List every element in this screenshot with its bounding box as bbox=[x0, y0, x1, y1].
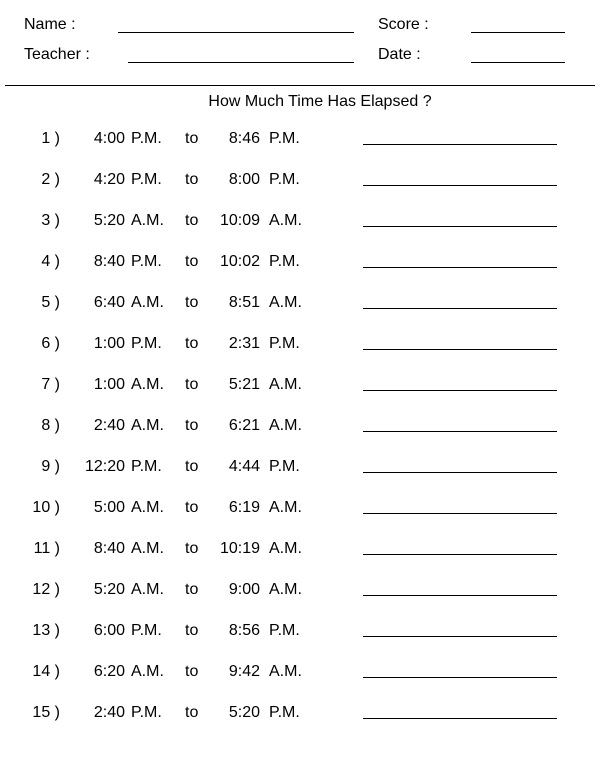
name-field[interactable] bbox=[118, 32, 354, 33]
start-time: 2:40 bbox=[93, 704, 125, 721]
to-word: to bbox=[185, 417, 199, 434]
answer-line[interactable] bbox=[363, 431, 557, 432]
start-am-pm: A.M. bbox=[131, 376, 164, 393]
problem-number: 3 ) bbox=[41, 212, 60, 229]
problem-row bbox=[0, 125, 600, 153]
to-word: to bbox=[185, 130, 199, 147]
start-am-pm: A.M. bbox=[131, 499, 164, 516]
problem-number: 4 ) bbox=[41, 253, 60, 270]
end-am-pm: A.M. bbox=[269, 581, 302, 598]
answer-line[interactable] bbox=[363, 472, 557, 473]
start-time: 8:40 bbox=[93, 540, 125, 557]
problem-row bbox=[0, 576, 600, 604]
start-time: 6:20 bbox=[93, 663, 125, 680]
start-am-pm: A.M. bbox=[131, 581, 164, 598]
score-label: Score : bbox=[378, 16, 429, 33]
answer-line[interactable] bbox=[363, 513, 557, 514]
problem-row bbox=[0, 289, 600, 317]
start-am-pm: P.M. bbox=[131, 335, 162, 352]
teacher-label: Teacher : bbox=[24, 46, 90, 63]
to-word: to bbox=[185, 458, 199, 475]
end-time: 2:31 bbox=[228, 335, 260, 352]
end-time: 6:19 bbox=[228, 499, 260, 516]
problem-number: 5 ) bbox=[41, 294, 60, 311]
problem-number: 9 ) bbox=[41, 458, 60, 475]
to-word: to bbox=[185, 376, 199, 393]
answer-line[interactable] bbox=[363, 595, 557, 596]
end-am-pm: A.M. bbox=[269, 663, 302, 680]
end-time: 9:42 bbox=[228, 663, 260, 680]
problem-row bbox=[0, 658, 600, 686]
to-word: to bbox=[185, 171, 199, 188]
end-time: 8:00 bbox=[228, 171, 260, 188]
problem-number: 12 ) bbox=[32, 581, 60, 598]
end-am-pm: P.M. bbox=[269, 130, 300, 147]
to-word: to bbox=[185, 499, 199, 516]
problem-row bbox=[0, 412, 600, 440]
end-time: 8:46 bbox=[228, 130, 260, 147]
worksheet-title: How Much Time Has Elapsed ? bbox=[208, 93, 432, 110]
end-am-pm: P.M. bbox=[269, 704, 300, 721]
end-time: 5:20 bbox=[228, 704, 260, 721]
answer-line[interactable] bbox=[363, 718, 557, 719]
problem-number: 6 ) bbox=[41, 335, 60, 352]
start-am-pm: A.M. bbox=[131, 212, 164, 229]
end-am-pm: P.M. bbox=[269, 335, 300, 352]
to-word: to bbox=[185, 581, 199, 598]
end-time: 10:02 bbox=[219, 253, 260, 270]
problem-row bbox=[0, 617, 600, 645]
start-am-pm: P.M. bbox=[131, 704, 162, 721]
problem-number: 1 ) bbox=[41, 130, 60, 147]
start-am-pm: P.M. bbox=[131, 130, 162, 147]
answer-line[interactable] bbox=[363, 308, 557, 309]
end-am-pm: A.M. bbox=[269, 294, 302, 311]
start-time: 5:20 bbox=[93, 581, 125, 598]
answer-line[interactable] bbox=[363, 390, 557, 391]
problem-number: 14 ) bbox=[32, 663, 60, 680]
start-time: 5:00 bbox=[93, 499, 125, 516]
to-word: to bbox=[185, 253, 199, 270]
start-am-pm: A.M. bbox=[131, 540, 164, 557]
start-am-pm: P.M. bbox=[131, 458, 162, 475]
to-word: to bbox=[185, 540, 199, 557]
teacher-field[interactable] bbox=[128, 62, 354, 63]
start-time: 4:00 bbox=[93, 130, 125, 147]
answer-line[interactable] bbox=[363, 636, 557, 637]
end-time: 10:09 bbox=[219, 212, 260, 229]
problem-row bbox=[0, 535, 600, 563]
answer-line[interactable] bbox=[363, 185, 557, 186]
date-field[interactable] bbox=[471, 62, 565, 63]
answer-line[interactable] bbox=[363, 267, 557, 268]
problem-number: 2 ) bbox=[41, 171, 60, 188]
problem-row bbox=[0, 248, 600, 276]
end-am-pm: P.M. bbox=[269, 253, 300, 270]
start-am-pm: A.M. bbox=[131, 663, 164, 680]
to-word: to bbox=[185, 663, 199, 680]
end-time: 4:44 bbox=[228, 458, 260, 475]
problem-row bbox=[0, 330, 600, 358]
to-word: to bbox=[185, 212, 199, 229]
start-time: 1:00 bbox=[93, 335, 125, 352]
problem-number: 10 ) bbox=[32, 499, 60, 516]
end-time: 10:19 bbox=[219, 540, 260, 557]
start-time: 2:40 bbox=[93, 417, 125, 434]
end-time: 8:56 bbox=[228, 622, 260, 639]
answer-line[interactable] bbox=[363, 144, 557, 145]
end-am-pm: A.M. bbox=[269, 376, 302, 393]
answer-line[interactable] bbox=[363, 554, 557, 555]
end-time: 6:21 bbox=[228, 417, 260, 434]
date-label: Date : bbox=[378, 46, 421, 63]
to-word: to bbox=[185, 294, 199, 311]
problem-number: 15 ) bbox=[32, 704, 60, 721]
problem-number: 7 ) bbox=[41, 376, 60, 393]
end-am-pm: P.M. bbox=[269, 622, 300, 639]
start-time: 1:00 bbox=[93, 376, 125, 393]
problem-row bbox=[0, 166, 600, 194]
end-time: 8:51 bbox=[228, 294, 260, 311]
answer-line[interactable] bbox=[363, 349, 557, 350]
end-am-pm: A.M. bbox=[269, 212, 302, 229]
end-am-pm: A.M. bbox=[269, 540, 302, 557]
answer-line[interactable] bbox=[363, 226, 557, 227]
to-word: to bbox=[185, 622, 199, 639]
start-time: 12:20 bbox=[84, 458, 125, 475]
end-am-pm: P.M. bbox=[269, 458, 300, 475]
problem-number: 8 ) bbox=[41, 417, 60, 434]
end-time: 9:00 bbox=[228, 581, 260, 598]
start-am-pm: P.M. bbox=[131, 253, 162, 270]
score-field[interactable] bbox=[471, 32, 565, 33]
start-am-pm: P.M. bbox=[131, 171, 162, 188]
problem-row bbox=[0, 207, 600, 235]
end-am-pm: A.M. bbox=[269, 499, 302, 516]
problem-row bbox=[0, 699, 600, 727]
problem-row bbox=[0, 453, 600, 481]
start-time: 6:00 bbox=[93, 622, 125, 639]
problem-row bbox=[0, 494, 600, 522]
start-time: 5:20 bbox=[93, 212, 125, 229]
start-time: 8:40 bbox=[93, 253, 125, 270]
start-am-pm: P.M. bbox=[131, 622, 162, 639]
to-word: to bbox=[185, 704, 199, 721]
start-time: 4:20 bbox=[93, 171, 125, 188]
start-time: 6:40 bbox=[93, 294, 125, 311]
problem-number: 13 ) bbox=[32, 622, 60, 639]
problem-number: 11 ) bbox=[33, 540, 60, 557]
start-am-pm: A.M. bbox=[131, 294, 164, 311]
header-divider bbox=[5, 85, 595, 86]
end-am-pm: P.M. bbox=[269, 171, 300, 188]
to-word: to bbox=[185, 335, 199, 352]
end-time: 5:21 bbox=[228, 376, 260, 393]
answer-line[interactable] bbox=[363, 677, 557, 678]
start-am-pm: A.M. bbox=[131, 417, 164, 434]
name-label: Name : bbox=[24, 16, 76, 33]
problem-row bbox=[0, 371, 600, 399]
end-am-pm: A.M. bbox=[269, 417, 302, 434]
